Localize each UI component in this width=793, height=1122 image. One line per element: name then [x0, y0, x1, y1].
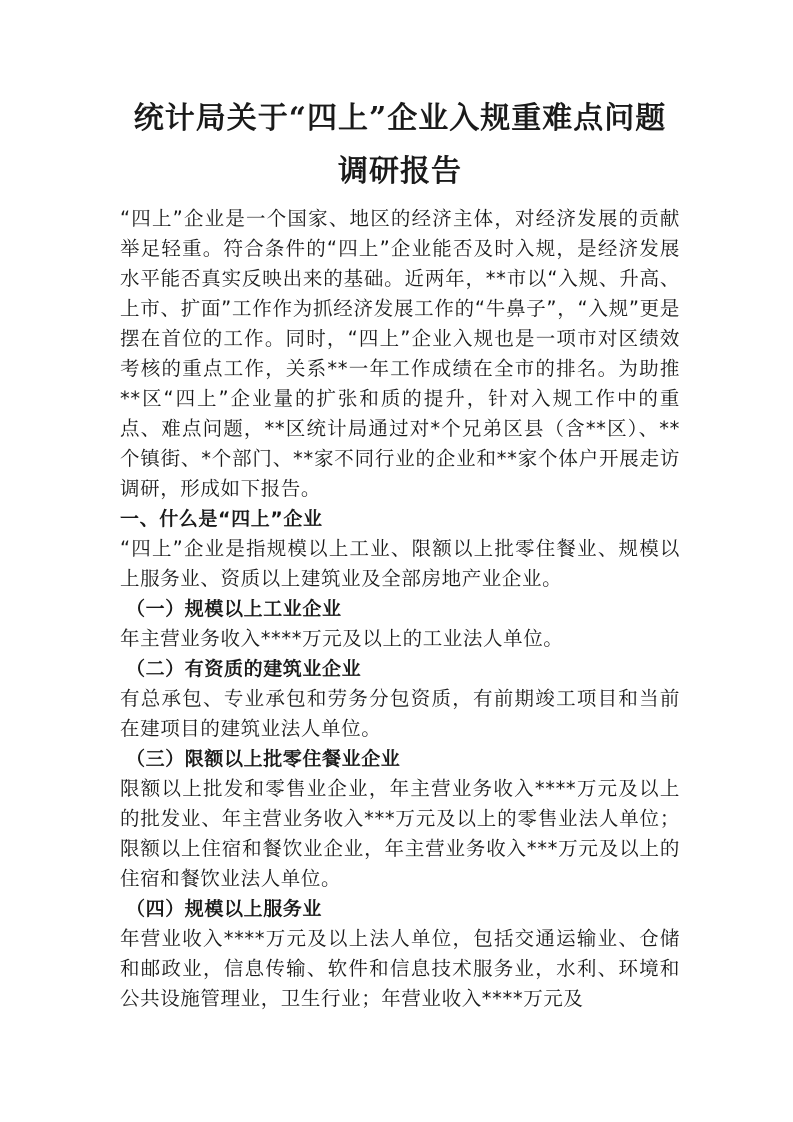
subsection-4-heading: （四）规模以上服务业 — [126, 898, 323, 920]
section-1-heading: 一、什么是“四上”企业 — [120, 508, 323, 530]
subsection-3-heading: （三）限额以上批零住餐业企业 — [126, 748, 401, 770]
title-line-2: 调研报告 — [338, 154, 462, 189]
subsection-1-heading: （一）规模以上工业企业 — [126, 598, 342, 620]
subsection-3-paragraph: 限额以上批发和零售业企业，年主营业务收入****万元及以上的批发业、年主营业务收入***万元及以上的零售业法人单位；限额以上住宿和餐饮业企业，年主营业务收入***万元及以上的住宿和餐饮业法人单位。 — [120, 777, 680, 890]
subsection-4-paragraph: 年营业收入****万元及以上法人单位，包括交通运输业、仓储和邮政业，信息传输、软件和信息技术服务业，水利、环境和公共设施管理业，卫生行业；年营业收入****万元及 — [120, 927, 680, 1010]
document-title — [112, 92, 688, 198]
title-line-1: 统计局关于“四上”企业入规重难点问题 — [133, 101, 667, 136]
intro-paragraph: “四上”企业是一个国家、地区的经济主体，对经济发展的贡献举足轻重。符合条件的“四上”企业能否及时入规，是经济发展水平能否真实反映出来的基础。近两年，**市以“入规、升高、上市、扩面”工作作为抓经济发展工作的“牛鼻子”，“入规”更是摆在首位的工作。同时，“四上”企业入规也是一项市对区绩效考核的重点工作，关系**一年工作成绩在全市的排名。为助推**区“四上”企业量的扩张和质的提升，针对入规工作中的重点、难点问题，**区统计局通过对*个兄弟区县（含**区）、**个镇街、*个部门、**家不同行业的企业和**家个体户开展走访调研，形成如下报告。 — [120, 207, 680, 500]
subsection-2-paragraph: 有总承包、专业承包和劳务分包资质，有前期竣工项目和当前在建项目的建筑业法人单位。 — [120, 687, 680, 740]
subsection-2-heading: （二）有资质的建筑业企业 — [126, 658, 362, 680]
subsection-1-paragraph: 年主营业务收入****万元及以上的工业法人单位。 — [120, 627, 564, 650]
document-page — [120, 92, 680, 1014]
section-1-paragraph: “四上”企业是指规模以上工业、限额以上批零住餐业、规模以上服务业、资质以上建筑业及全部房地产业企业。 — [120, 537, 680, 590]
